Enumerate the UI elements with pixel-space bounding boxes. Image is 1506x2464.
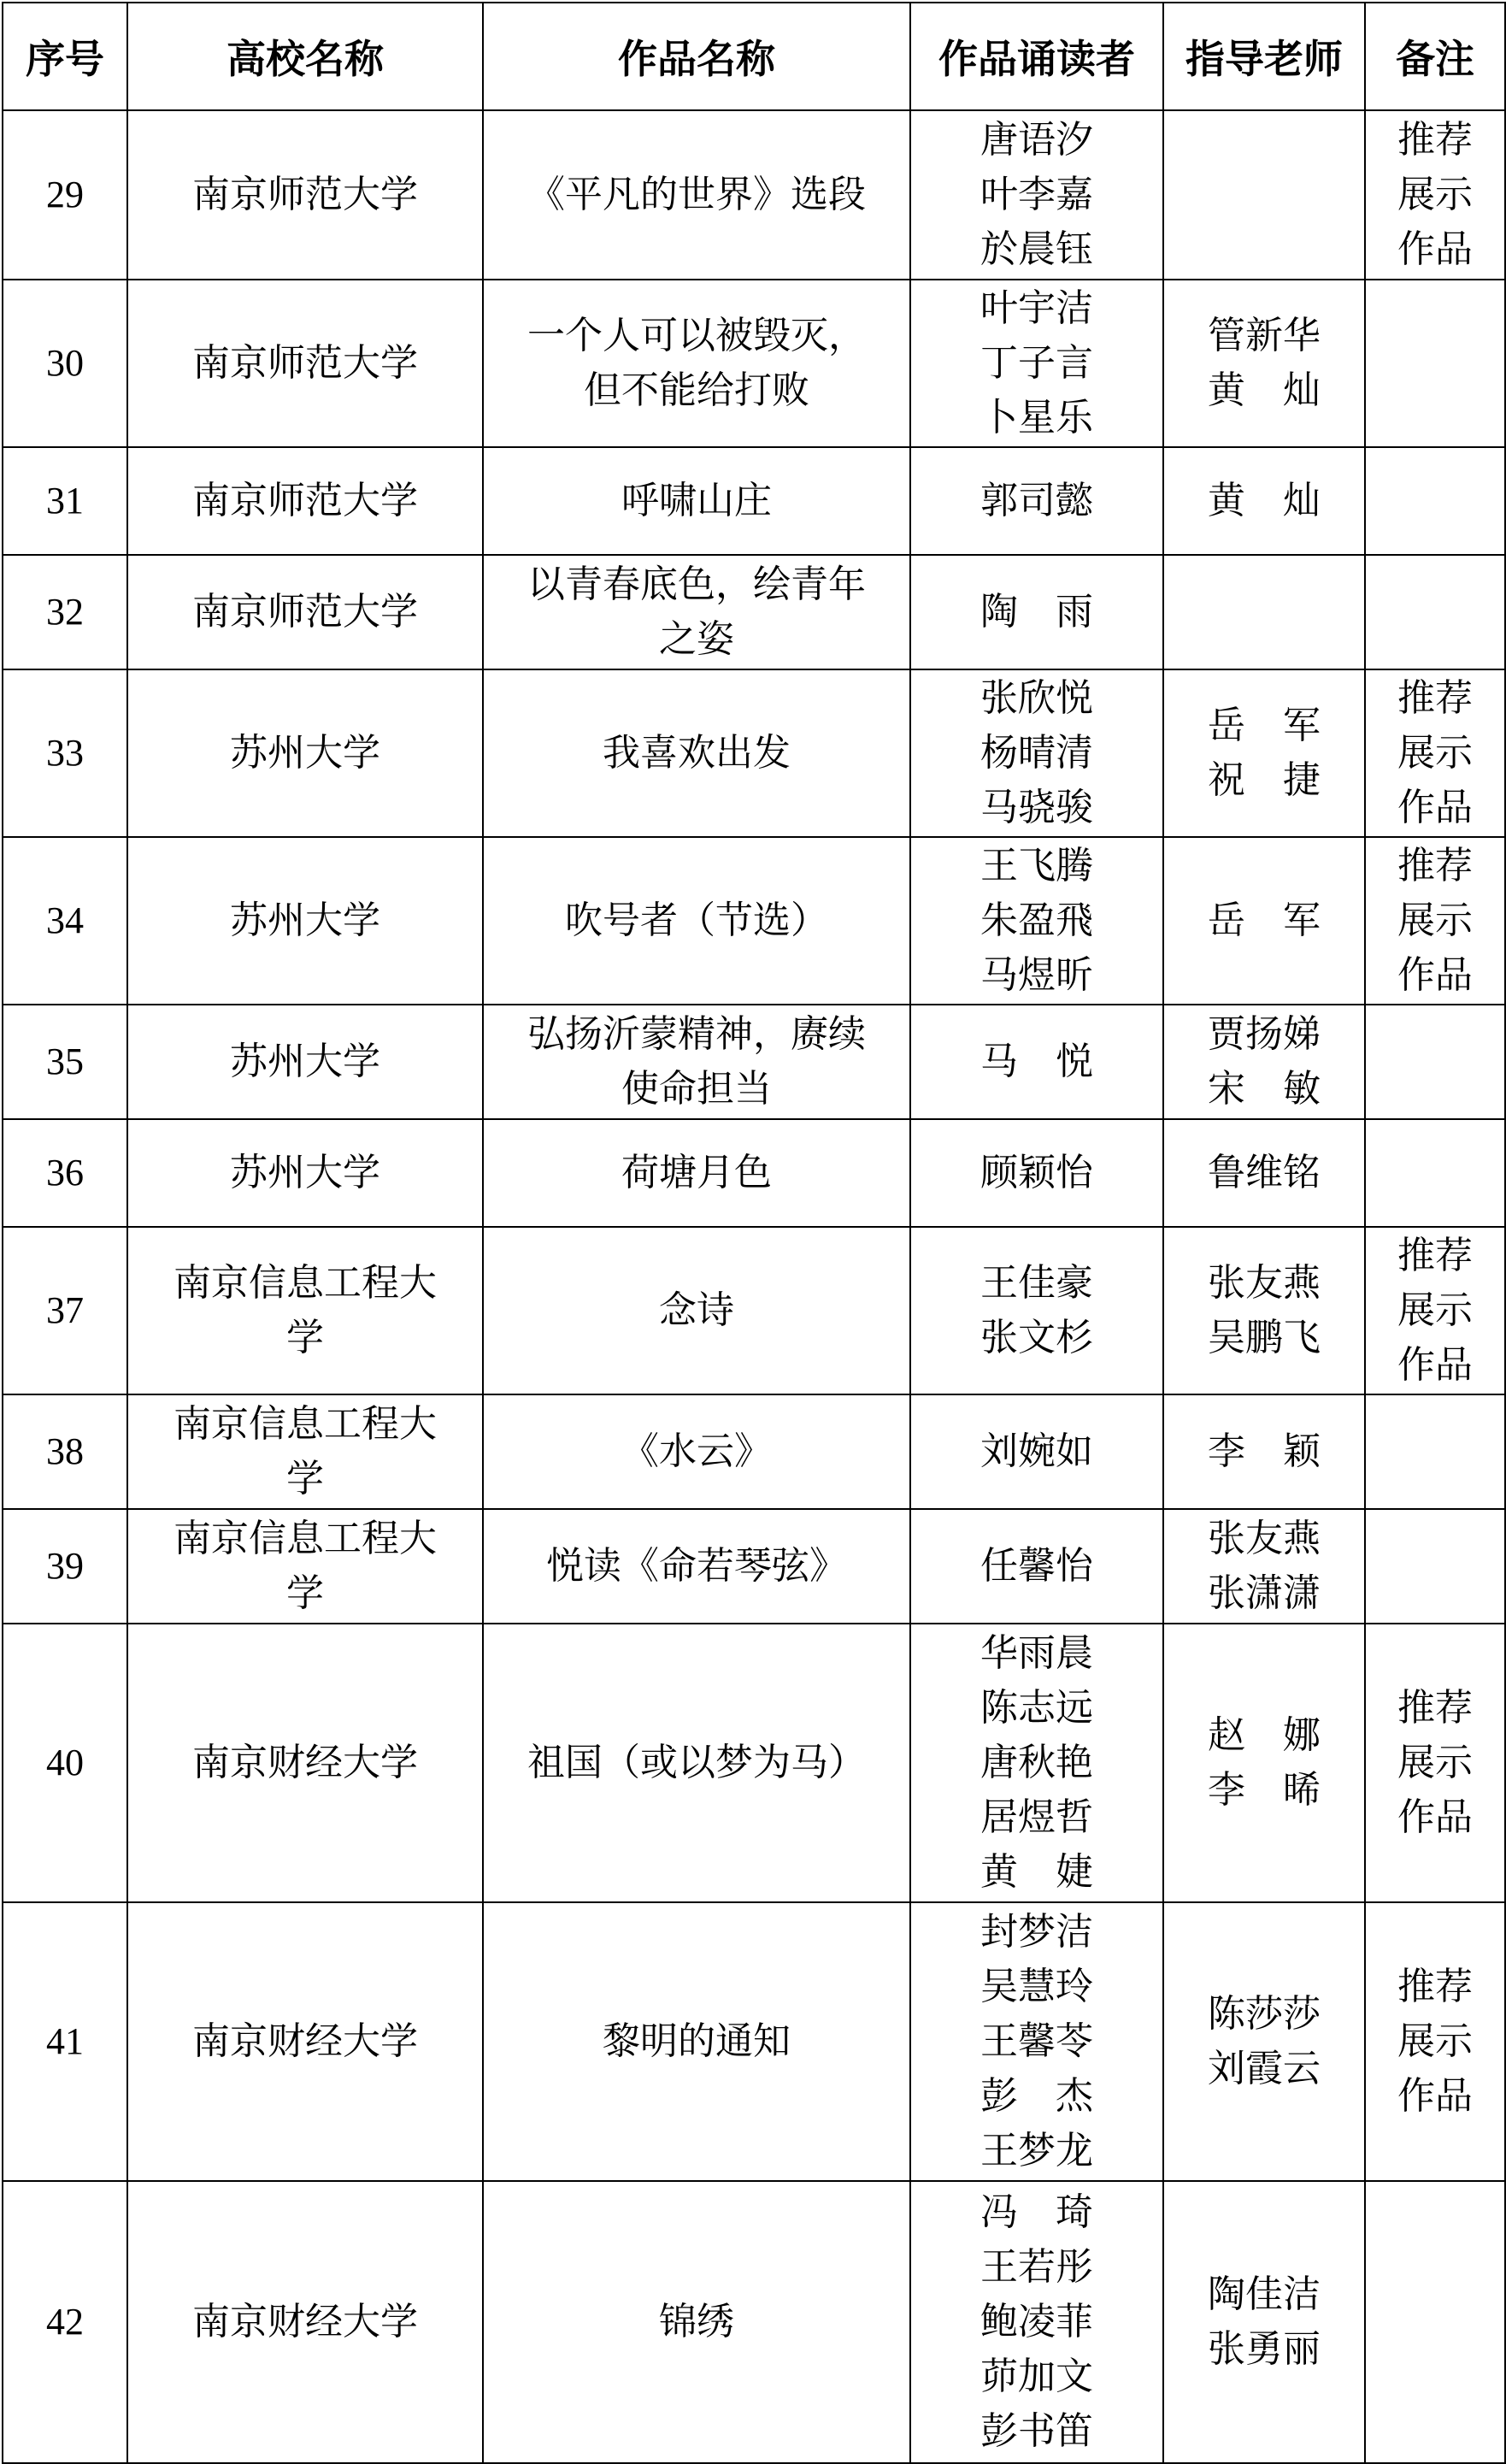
table-row <box>3 555 1505 669</box>
note-line: 推荐 <box>1397 118 1473 162</box>
teachers-cell <box>1163 280 1365 447</box>
table-row <box>3 1005 1505 1119</box>
teachers-cell <box>1163 2181 1365 2463</box>
readers-cell <box>910 2181 1163 2463</box>
teachers-cell <box>1163 1902 1365 2181</box>
table-row <box>3 1624 1505 1902</box>
readers-cell <box>910 837 1163 1005</box>
work-title-line: 吹号者（节选） <box>565 899 828 942</box>
readers-cell <box>910 555 1163 669</box>
teachers-cell <box>1163 1394 1365 1509</box>
note-cell <box>1365 669 1505 837</box>
readers-line: 彭书笛 <box>980 2409 1093 2453</box>
school-line: 学 <box>286 1316 324 1359</box>
teachers-cell <box>1163 1227 1365 1394</box>
school-cell <box>127 1509 483 1624</box>
header-teachers: 指导老师 <box>1163 3 1365 110</box>
readers-line: 丁子言 <box>980 341 1093 385</box>
note-cell <box>1365 1394 1505 1509</box>
work-title-cell <box>483 280 910 447</box>
note-cell <box>1365 1509 1505 1624</box>
index-cell: 38 <box>3 1394 127 1509</box>
readers-line: 王若彤 <box>980 2245 1093 2289</box>
teachers-line: 祝 捷 <box>1208 758 1321 802</box>
note-line: 展示 <box>1397 1741 1473 1784</box>
school-line: 南京师范大学 <box>192 479 418 522</box>
index-cell: 33 <box>3 669 127 837</box>
teachers-line: 张勇丽 <box>1208 2327 1321 2371</box>
work-title-line: 荷塘月色 <box>621 1151 772 1194</box>
work-title-line: 锦绣 <box>659 2300 734 2343</box>
note-line: 展示 <box>1397 899 1473 942</box>
readers-line: 叶宇洁 <box>980 286 1093 330</box>
readers-line: 居煜哲 <box>980 1795 1093 1839</box>
readers-line: 彭 杰 <box>980 2074 1093 2118</box>
readers-cell <box>910 1509 1163 1624</box>
table-row <box>3 837 1505 1005</box>
note-cell <box>1365 2181 1505 2463</box>
table-row <box>3 1394 1505 1509</box>
readers-line: 黄 婕 <box>980 1850 1093 1894</box>
work-title-line: 祖国（或以梦为马） <box>527 1741 866 1784</box>
readers-line: 茆加文 <box>980 2355 1093 2398</box>
teachers-cell <box>1163 1005 1365 1119</box>
readers-line: 杨晴清 <box>980 731 1093 775</box>
readers-line: 王梦龙 <box>980 2129 1093 2172</box>
readers-line: 马煜昕 <box>980 953 1093 997</box>
header-note: 备注 <box>1365 3 1505 110</box>
teachers-cell <box>1163 110 1365 280</box>
work-title-line: 呼啸山庄 <box>621 479 772 522</box>
teachers-line: 张友燕 <box>1208 1517 1321 1560</box>
school-line: 南京财经大学 <box>192 2019 418 2063</box>
table-row <box>3 1509 1505 1624</box>
school-cell <box>127 669 483 837</box>
readers-cell <box>910 1119 1163 1227</box>
note-line: 作品 <box>1397 1343 1473 1387</box>
work-title-line: 一个人可以被毁灭， <box>527 314 866 357</box>
work-title-cell <box>483 1394 910 1509</box>
school-cell <box>127 837 483 1005</box>
work-title-cell <box>483 669 910 837</box>
index-cell: 30 <box>3 280 127 447</box>
note-line: 推荐 <box>1397 844 1473 887</box>
school-line: 南京信息工程大 <box>174 1261 437 1305</box>
readers-cell <box>910 1005 1163 1119</box>
work-title-cell <box>483 2181 910 2463</box>
readers-line: 任馨怡 <box>980 1544 1093 1588</box>
readers-line: 唐秋艳 <box>980 1741 1093 1784</box>
teachers-line: 岳 军 <box>1208 899 1321 942</box>
teachers-line: 贾扬娣 <box>1208 1012 1321 1056</box>
school-cell <box>127 1624 483 1902</box>
readers-line: 华雨晨 <box>980 1631 1093 1675</box>
teachers-line: 黄 灿 <box>1208 368 1321 412</box>
work-title-cell <box>483 1509 910 1624</box>
work-title-cell <box>483 1902 910 2181</box>
readers-line: 叶李嘉 <box>980 173 1093 216</box>
work-title-line: 念诗 <box>659 1288 734 1332</box>
index-cell: 34 <box>3 837 127 1005</box>
readers-line: 冯 琦 <box>980 2190 1093 2234</box>
note-cell <box>1365 280 1505 447</box>
school-line: 南京信息工程大 <box>174 1517 437 1560</box>
note-line: 推荐 <box>1397 1234 1473 1277</box>
header-index: 序号 <box>3 3 127 110</box>
index-cell: 40 <box>3 1624 127 1902</box>
note-cell <box>1365 1119 1505 1227</box>
note-line: 展示 <box>1397 173 1473 216</box>
readers-line: 王飞腾 <box>980 844 1093 887</box>
readers-cell <box>910 1624 1163 1902</box>
teachers-line: 宋 敏 <box>1208 1067 1321 1111</box>
school-cell <box>127 280 483 447</box>
work-title-cell <box>483 1624 910 1902</box>
index-cell: 31 <box>3 447 127 555</box>
work-title-cell <box>483 447 910 555</box>
school-line: 苏州大学 <box>230 731 380 775</box>
work-title-line: 以青春底色，绘青年 <box>527 563 866 606</box>
award-list-table <box>2 2 1506 2464</box>
table-row <box>3 110 1505 280</box>
readers-line: 王馨苓 <box>980 2019 1093 2063</box>
index-cell: 32 <box>3 555 127 669</box>
note-line: 作品 <box>1397 1795 1473 1839</box>
school-line: 苏州大学 <box>230 1040 380 1083</box>
work-title-line: 《平凡的世界》选段 <box>527 173 866 216</box>
readers-line: 陈志远 <box>980 1686 1093 1730</box>
table-row <box>3 1227 1505 1394</box>
index-cell: 39 <box>3 1509 127 1624</box>
note-line: 作品 <box>1397 953 1473 997</box>
school-cell <box>127 1227 483 1394</box>
note-line: 作品 <box>1397 227 1473 271</box>
work-title-line: 悦读《命若琴弦》 <box>546 1544 847 1588</box>
readers-line: 马 悦 <box>980 1040 1093 1083</box>
table-row <box>3 280 1505 447</box>
school-cell <box>127 555 483 669</box>
teachers-cell <box>1163 1119 1365 1227</box>
note-cell <box>1365 1624 1505 1902</box>
note-cell <box>1365 1005 1505 1119</box>
teachers-line: 陈莎莎 <box>1208 1992 1321 2036</box>
teachers-cell <box>1163 447 1365 555</box>
school-line: 南京信息工程大 <box>174 1402 437 1446</box>
header-school: 高校名称 <box>127 3 483 110</box>
teachers-cell <box>1163 1624 1365 1902</box>
teachers-line: 张潇潇 <box>1208 1571 1321 1615</box>
school-cell <box>127 447 483 555</box>
readers-line: 顾颖怡 <box>980 1151 1093 1194</box>
work-title-cell <box>483 110 910 280</box>
note-cell <box>1365 447 1505 555</box>
work-title-cell <box>483 837 910 1005</box>
work-title-cell <box>483 1227 910 1394</box>
readers-line: 刘婉如 <box>980 1429 1093 1473</box>
index-cell: 36 <box>3 1119 127 1227</box>
readers-line: 郭司懿 <box>980 479 1093 522</box>
school-cell <box>127 1005 483 1119</box>
readers-line: 封梦洁 <box>980 1910 1093 1954</box>
teachers-line: 吴鹏飞 <box>1208 1316 1321 1359</box>
readers-line: 鲍凌菲 <box>980 2300 1093 2343</box>
index-cell: 35 <box>3 1005 127 1119</box>
table-row <box>3 2181 1505 2463</box>
note-cell <box>1365 1227 1505 1394</box>
readers-cell <box>910 280 1163 447</box>
table-row <box>3 1119 1505 1227</box>
school-line: 南京财经大学 <box>192 1741 418 1784</box>
index-cell: 37 <box>3 1227 127 1394</box>
work-title-line: 我喜欢出发 <box>603 731 791 775</box>
note-line: 展示 <box>1397 1288 1473 1332</box>
readers-line: 张文杉 <box>980 1316 1093 1359</box>
readers-line: 张欣悦 <box>980 676 1093 720</box>
note-line: 推荐 <box>1397 1965 1473 2008</box>
school-line: 南京师范大学 <box>192 590 418 634</box>
note-line: 推荐 <box>1397 676 1473 720</box>
index-cell: 29 <box>3 110 127 280</box>
teachers-cell <box>1163 669 1365 837</box>
teachers-line: 陶佳洁 <box>1208 2272 1321 2316</box>
readers-line: 吴慧玲 <box>980 1965 1093 2008</box>
school-cell <box>127 110 483 280</box>
table-row <box>3 1902 1505 2181</box>
work-title-cell <box>483 1119 910 1227</box>
work-title-line: 使命担当 <box>621 1067 772 1111</box>
work-title-line: 之姿 <box>659 617 734 661</box>
readers-line: 於晨钰 <box>980 227 1093 271</box>
readers-line: 唐语汐 <box>980 118 1093 162</box>
school-cell <box>127 1119 483 1227</box>
table-row <box>3 669 1505 837</box>
readers-cell <box>910 447 1163 555</box>
note-line: 推荐 <box>1397 1686 1473 1730</box>
teachers-cell <box>1163 1509 1365 1624</box>
teachers-line: 鲁维铭 <box>1208 1151 1321 1194</box>
index-cell: 42 <box>3 2181 127 2463</box>
note-line: 展示 <box>1397 731 1473 775</box>
index-cell: 41 <box>3 1902 127 2181</box>
readers-cell <box>910 110 1163 280</box>
readers-cell <box>910 1227 1163 1394</box>
school-line: 南京财经大学 <box>192 2300 418 2343</box>
teachers-line: 岳 军 <box>1208 704 1321 747</box>
header-work: 作品名称 <box>483 3 910 110</box>
note-cell <box>1365 555 1505 669</box>
table-row <box>3 447 1505 555</box>
school-line: 学 <box>286 1457 324 1500</box>
readers-cell <box>910 1394 1163 1509</box>
school-line: 学 <box>286 1571 324 1615</box>
work-title-line: 《水云》 <box>621 1429 772 1473</box>
header-row <box>3 3 1505 110</box>
note-line: 展示 <box>1397 2019 1473 2063</box>
note-cell <box>1365 837 1505 1005</box>
school-cell <box>127 1394 483 1509</box>
note-line: 作品 <box>1397 786 1473 829</box>
note-line: 作品 <box>1397 2074 1473 2118</box>
teachers-cell <box>1163 837 1365 1005</box>
teachers-line: 刘霞云 <box>1208 2047 1321 2090</box>
readers-cell <box>910 669 1163 837</box>
readers-line: 王佳豪 <box>980 1261 1093 1305</box>
work-title-line: 黎明的通知 <box>603 2019 791 2063</box>
readers-cell <box>910 1902 1163 2181</box>
teachers-line: 张友燕 <box>1208 1261 1321 1305</box>
school-line: 南京师范大学 <box>192 173 418 216</box>
readers-line: 朱盈飛 <box>980 899 1093 942</box>
work-title-line: 弘扬沂蒙精神，赓续 <box>527 1012 866 1056</box>
teachers-line: 李 颖 <box>1208 1429 1321 1473</box>
teachers-line: 黄 灿 <box>1208 479 1321 522</box>
school-line: 苏州大学 <box>230 899 380 942</box>
note-cell <box>1365 1902 1505 2181</box>
school-cell <box>127 1902 483 2181</box>
header-readers: 作品诵读者 <box>910 3 1163 110</box>
teachers-line: 赵 娜 <box>1208 1713 1321 1757</box>
readers-line: 卜星乐 <box>980 396 1093 439</box>
work-title-cell <box>483 1005 910 1119</box>
readers-line: 陶 雨 <box>980 590 1093 634</box>
school-line: 苏州大学 <box>230 1151 380 1194</box>
school-cell <box>127 2181 483 2463</box>
teachers-line: 管新华 <box>1208 314 1321 357</box>
school-line: 南京师范大学 <box>192 341 418 385</box>
teachers-line: 李 晞 <box>1208 1768 1321 1812</box>
work-title-cell <box>483 555 910 669</box>
teachers-cell <box>1163 555 1365 669</box>
work-title-line: 但不能给打败 <box>584 368 809 412</box>
note-cell <box>1365 110 1505 280</box>
readers-line: 马骁骏 <box>980 786 1093 829</box>
